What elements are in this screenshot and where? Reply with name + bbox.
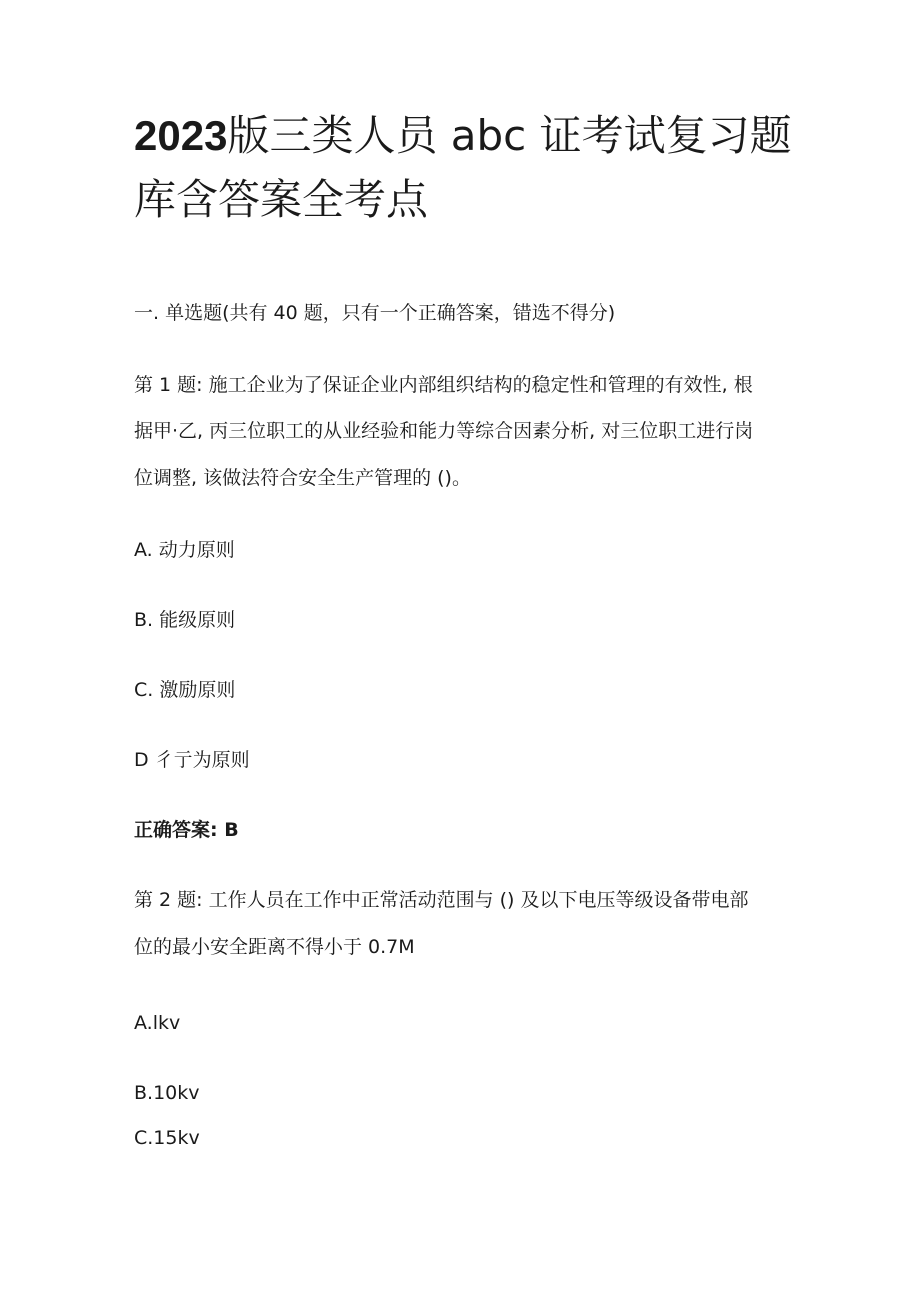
question-stem-line: 第 2 题: 工作人员在工作中正常活动范围与 () 及以下电压等级设备带电部 (134, 889, 749, 911)
question-stem-line: 位调整, 该做法符合安全生产管理的 ()。 (134, 467, 471, 489)
answer-option: C.15kv (134, 1127, 200, 1149)
answer-option: D 彳亍为原则 (134, 749, 250, 771)
question-stem-line: 第 1 题: 施工企业为了保证企业内部组织结构的稳定性和管理的有效性, 根 (134, 374, 753, 396)
title-year: 2023 (134, 112, 228, 159)
section-header: 一. 单选题(共有 40 题，只有一个正确答案，错选不得分) (134, 302, 616, 324)
answer-option: C. 激励原则 (134, 679, 236, 701)
answer-option: A.lkv (134, 1012, 181, 1034)
document-title (134, 104, 814, 232)
question-stem-line: 据甲·乙, 丙三位职工的从业经验和能力等综合因素分析, 对三位职工进行岗 (134, 420, 754, 442)
answer-option: A. 动力原则 (134, 539, 235, 561)
correct-answer: 正确答案: B (134, 819, 239, 841)
title-text: 版三类人员 abc 证考试复习题 (227, 111, 792, 160)
question-stem-line: 位的最小安全距离不得小于 0.7M (134, 936, 415, 958)
answer-option: B. 能级原则 (134, 609, 236, 631)
answer-option: B.10kv (134, 1082, 200, 1104)
title-text-line2: 库含答案全考点 (134, 175, 429, 224)
